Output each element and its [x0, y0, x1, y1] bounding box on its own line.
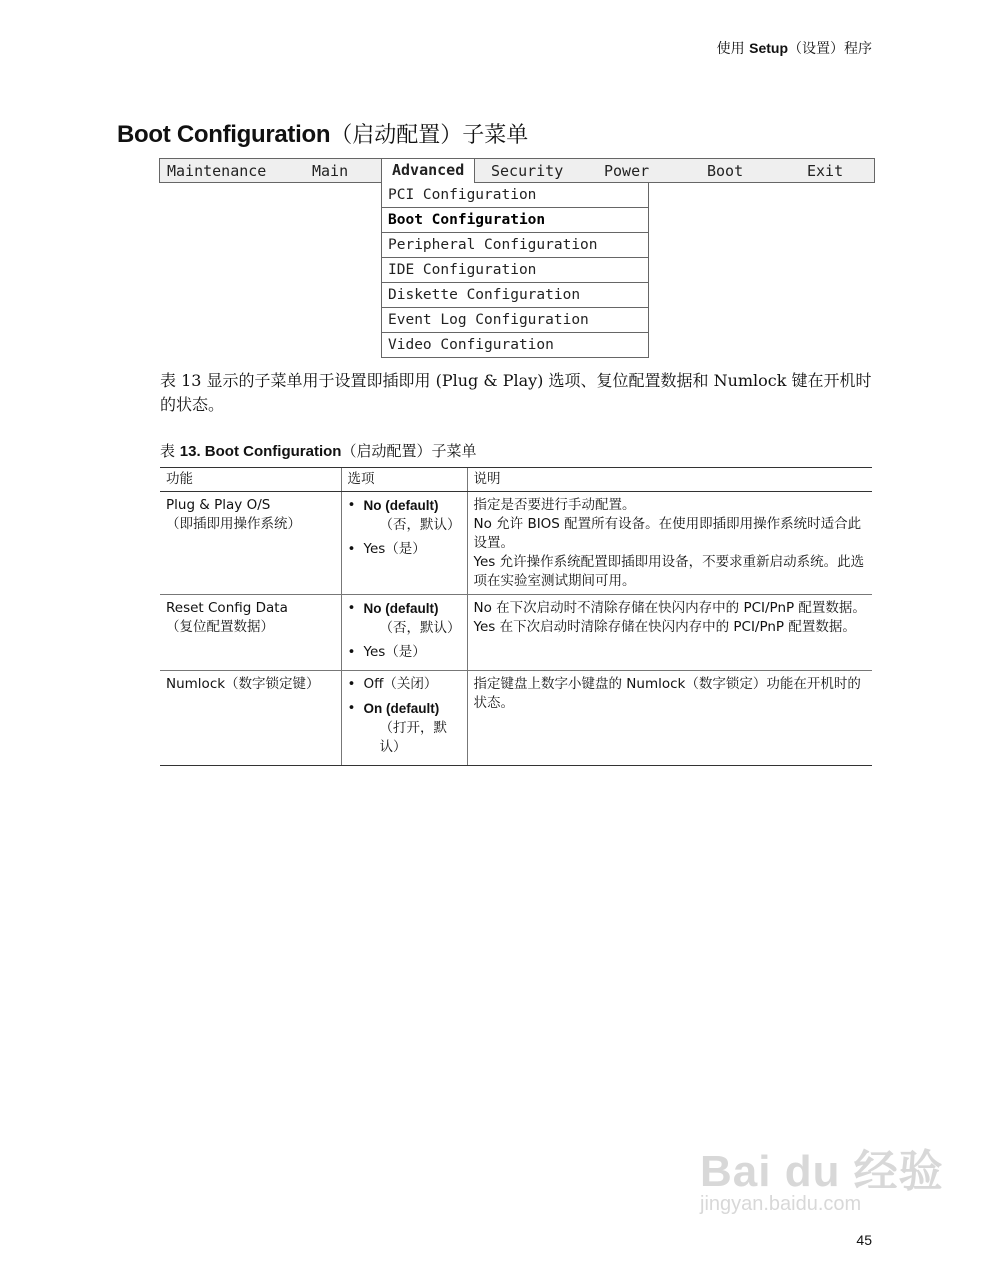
description-cell: No 在下次启动时不清除存储在快闪内存中的 PCI/PnP 配置数据。 Yes 在下次启动时清除存储在快闪内存中的 PCI/PnP 配置数据。 [467, 595, 872, 671]
advanced-submenu [381, 183, 649, 358]
menu-maintenance[interactable]: Maintenance [167, 162, 267, 180]
submenu-item-event-log[interactable]: Event Log Configuration [382, 307, 648, 332]
menu-exit[interactable]: Exit [807, 162, 844, 180]
page-number: 45 [856, 1232, 872, 1248]
submenu-item-boot[interactable]: Boot Configuration [382, 207, 648, 232]
menu-boot[interactable]: Boot [707, 162, 744, 180]
baidu-watermark: Bai du 经验 jingyan.baidu.com [700, 1147, 944, 1215]
submenu-item-video[interactable]: Video Configuration [382, 332, 648, 357]
bios-menu-bar [159, 158, 875, 183]
options-cell: • No (default) （否，默认） • Yes（是） [341, 595, 467, 671]
submenu-item-diskette[interactable]: Diskette Configuration [382, 282, 648, 307]
boot-config-table [160, 467, 872, 766]
table-caption: 表 13. Boot Configuration（启动配置）子菜单 [160, 442, 477, 460]
description-cell: 指定键盘上数字小键盘的 Numlock（数字锁定）功能在开机时的状态。 [467, 671, 872, 766]
header-options: 选项 [341, 468, 467, 492]
title-english: Boot Configuration [117, 121, 331, 148]
submenu-item-ide[interactable]: IDE Configuration [382, 257, 648, 282]
submenu-item-peripheral[interactable]: Peripheral Configuration [382, 232, 648, 257]
page-title [117, 118, 528, 149]
submenu-item-pci[interactable]: PCI Configuration [388, 187, 537, 203]
menu-power[interactable]: Power [604, 162, 650, 180]
title-chinese: （启动配置）子菜单 [330, 123, 529, 148]
header-description: 说明 [467, 468, 872, 492]
menu-advanced[interactable]: Advanced [381, 158, 475, 183]
table-row [160, 671, 872, 766]
running-header: 使用 Setup（设置）程序 [716, 40, 872, 57]
table-row [160, 595, 872, 671]
intro-paragraph: 表 13 显示的子菜单用于设置即插即用 (Plug & Play) 选项、复位配置数据和 Numlock 键在开机时的状态。 [160, 371, 872, 414]
description-cell: 指定是否要进行手动配置。 No 允许 BIOS 配置所有设备。在使用即插即用操作系统时适合此设置。 Yes 允许操作系统配置即插即用设备，不要求重新启动系统。此选项在实验室测试期间可用。 [467, 492, 872, 595]
options-cell: • Off（关闭） • On (default) （打开，默认） [341, 671, 467, 766]
menu-security[interactable]: Security [491, 162, 564, 180]
table-row [160, 492, 872, 595]
feature-cell: Numlock（数字锁定键） [160, 671, 341, 766]
feature-cell: Plug & Play O/S （即插即用操作系统） [160, 492, 341, 595]
options-cell: • No (default) （否，默认） • Yes（是） [341, 492, 467, 595]
feature-cell: Reset Config Data （复位配置数据） [160, 595, 341, 671]
menu-main[interactable]: Main [312, 162, 349, 180]
header-feature: 功能 [160, 468, 341, 492]
